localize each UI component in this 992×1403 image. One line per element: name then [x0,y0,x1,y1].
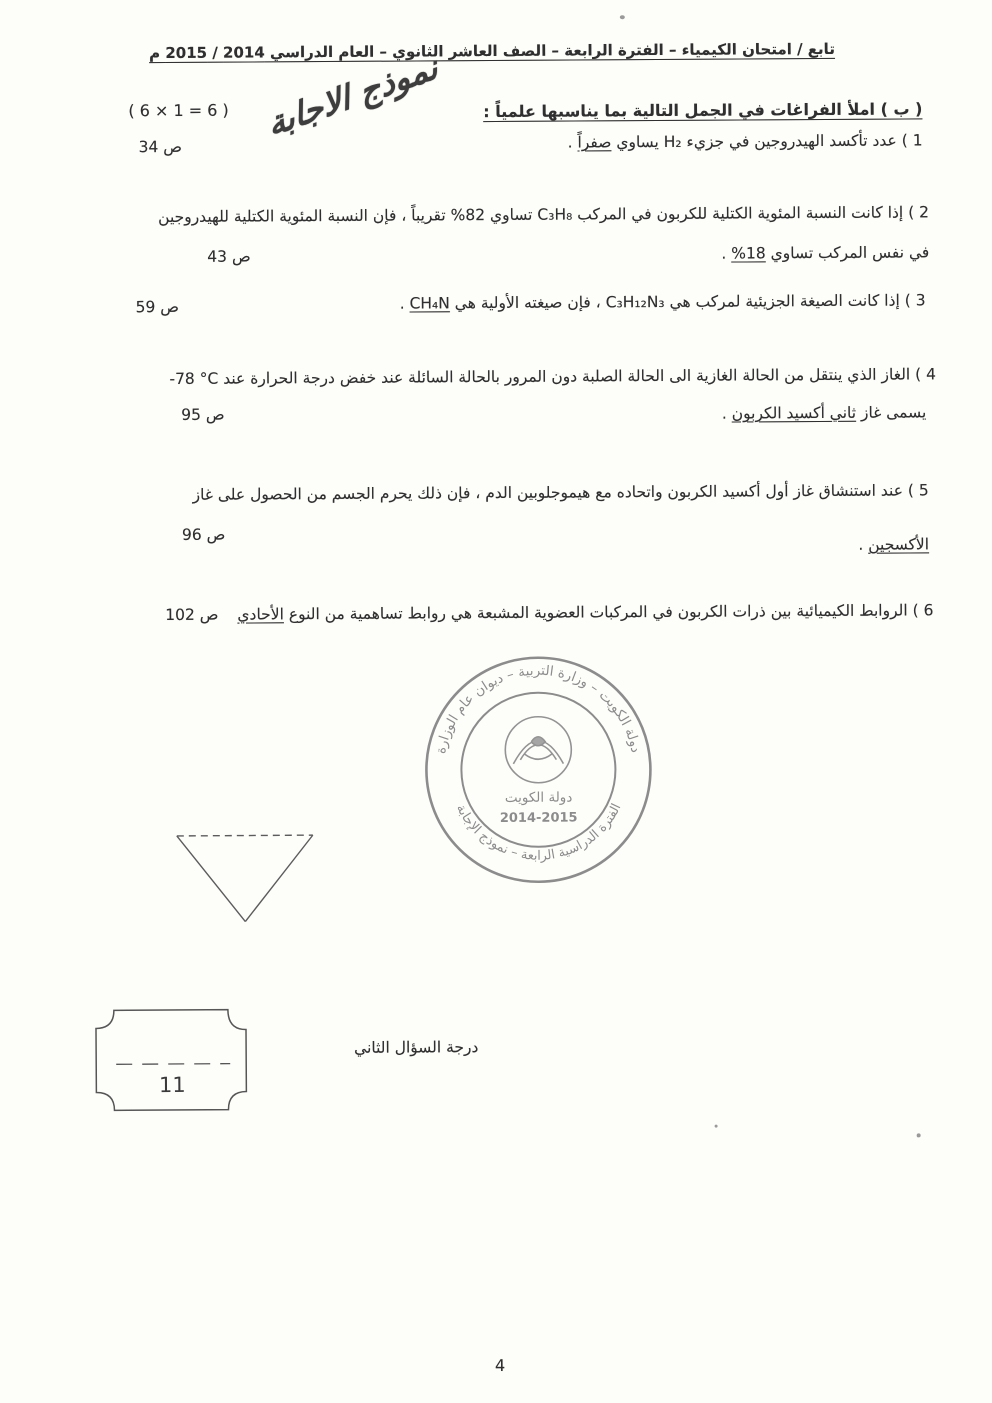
question-2-line2 [721,243,929,262]
q3-answer: CH₄N [409,294,450,313]
question-2-line1 [158,203,929,226]
grade-box-dashed-line [116,1064,230,1065]
triangle-right-edge [245,835,314,921]
q6-page-ref: ص 102 [165,605,219,625]
q3-tail: . [399,294,405,313]
answer-model-hand-stamp: نموذج الاجابة [264,46,441,145]
q1-page-ref: ص 34 [138,137,183,157]
stamp-arc-top-text: دولة الكويت – وزارة التربية – ديوان عام الوزارة [432,662,644,756]
q1-text: عدد تأكسد الهيدروجين في جزيء H₂ يساوي [611,131,897,152]
q4-tail: . [721,404,727,423]
q1-tail: . [567,133,573,152]
q2-text-line1: إذا كانت النسبة المئوية الكتلية للكربون في المركب C₃H₈ تساوي 82% تقريباً ، فإن النسبة المئوية الكتلية للهيدروجين [158,203,904,227]
q3-text: إذا كانت الصيغة الجزيئية لمركب هي C₃H₁₂N₃ ، فإن صيغته الأولية هي [449,291,900,313]
scan-speck [715,1125,718,1128]
question-4-line2 [722,403,926,422]
stamp-outer-ring [426,657,651,882]
q6-answer: الأحادي [237,605,284,624]
exam-header-title: تابع / امتحان الكيمياء – الفترة الرابعة – الصف العاشر الثانوي – العام الدراسي 2014 / 2015 م [149,39,835,63]
question-5-line2 [858,535,929,553]
q5-text-line1: عند استنشاق غاز أول أكسيد الكربون واتحاده مع هيموجلوبين الدم ، فإن ذلك يحرم الجسم من الحصول على غاز [192,481,903,504]
q2-page-ref: ص 43 [207,247,251,266]
triangle-top-edge [177,835,313,836]
q1-answer: صفراً [577,133,612,152]
q2-tail: . [721,244,727,263]
stamp-arc-bottom-text: الفترة الدراسية الرابعة – نموذج الإجابة [452,801,625,864]
question-3 [400,291,926,312]
kuwait-emblem-icon [505,717,571,783]
q4-text-line1: الغاز الذي ينتقل من الحالة الغازية الى الحالة الصلبة دون المرور بالحالة السائلة عند خفض درجة الحرارة عند ‎-78 °C‎ [169,365,911,388]
grade-box [94,1007,253,1116]
triangle-left-edge [177,836,246,922]
scan-speck [620,15,625,19]
stamp-country-text: دولة الكويت [504,789,573,806]
scan-speck [917,1133,921,1137]
triangle-mark [167,827,324,932]
q6-number: 6 ) [912,601,934,620]
grade-score: 11 [158,1072,186,1098]
q3-page-ref: ص 59 [135,297,180,317]
q4-number: 4 ) [915,365,937,384]
question-4-line1 [169,365,936,388]
q2-answer: 18% [731,244,766,263]
section-marks: ( 6 × 1 = 6 ) [128,100,229,121]
stamp-year-text: 2014-2015 [499,810,578,826]
q3-number: 3 ) [904,291,926,310]
q4-page-ref: ص 95 [181,405,225,424]
grade-box-label: درجة السؤال الثاني [354,1038,479,1057]
q5-number: 5 ) [907,481,929,500]
section-b-intro: ( ب ) املأ الفراغات في الجمل التالية بما يناسبها علمياً : [483,99,923,122]
q5-page-ref: ص 96 [181,525,226,544]
q5-answer: الأكسجين [868,535,930,554]
q2-number: 2 ) [908,203,930,222]
q4-answer: ثاني أكسيد الكربون [731,403,857,423]
page-number: 4 [494,1355,506,1376]
q4-text-line2: يسمى غاز [855,403,927,422]
q2-text-line2: في نفس المركب تساوي [765,243,930,263]
q5-tail: . [858,535,864,554]
question-6 [165,601,933,624]
question-1 [568,131,923,151]
q1-number: 1 ) [901,131,923,150]
official-round-stamp [418,649,659,890]
q6-text: الروابط الكيميائية بين ذرات الكربون في المركبات العضوية المشبعة هي روابط تساهمية من النوع [283,601,908,624]
question-5-line1 [193,481,929,503]
